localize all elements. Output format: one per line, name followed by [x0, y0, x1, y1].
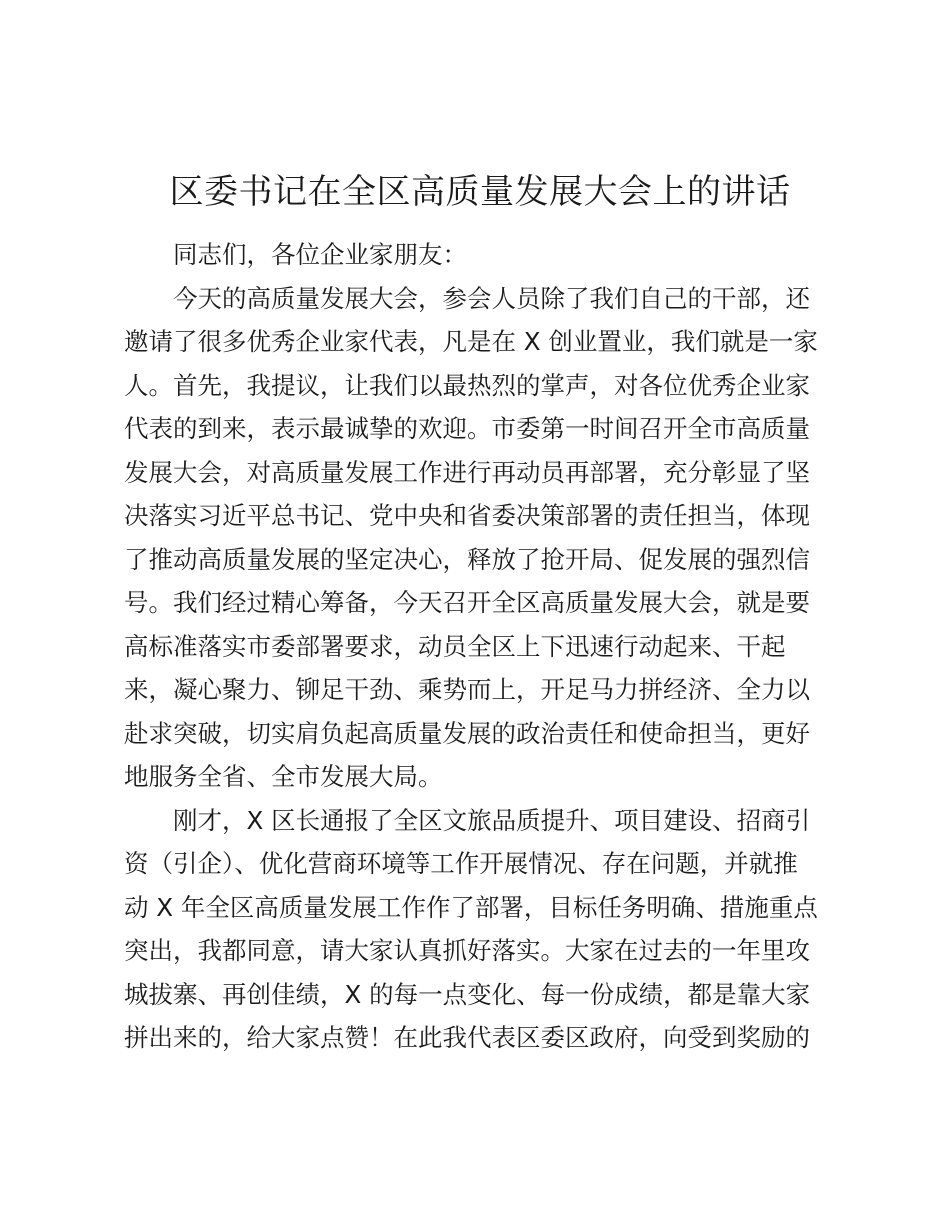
text-line: 代表的到来，表示最诚挚的欢迎。市委第一时间召开全市高质量	[124, 414, 810, 443]
text-line: 高标准落实市委部署要求，动员全区上下迅速行动起来、干起	[124, 631, 786, 661]
document-title: 区委书记在全区高质量发展大会上的讲话	[169, 172, 791, 212]
text-line: 动 X 年全区高质量发展工作作了部署，目标任务明确、措施重点	[124, 892, 818, 922]
text-line: 邀请了很多优秀企业家代表，凡是在 X 创业置业，我们就是一家	[124, 327, 818, 356]
text-line: 地服务全省、全市发展大局。	[124, 762, 443, 791]
text-line: 刚才，X 区长通报了全区文旅品质提升、项目建设、招商引	[173, 805, 811, 835]
text-line: 来，凝心聚力、铆足干劲、乘势而上，开足马力拼经济、全力以	[124, 675, 810, 704]
text-line: 发展大会，对高质量发展工作进行再动员再部署，充分彰显了坚	[124, 457, 810, 487]
text-line: 人。首先，我提议，让我们以最热烈的掌声，对各位优秀企业家	[124, 370, 810, 400]
text-line: 资（引企）、优化营商环境等工作开展情况、存在问题，并就推	[124, 849, 798, 878]
text-line: 了推动高质量发展的坚定决心，释放了抢开局、促发展的强烈信	[124, 544, 810, 574]
text-line: 今天的高质量发展大会，参会人员除了我们自己的干部，还	[173, 283, 810, 313]
text-line: 拼出来的，给大家点赞！在此我代表区委区政府，向受到奖励的	[124, 1023, 810, 1052]
paragraph-opening	[124, 277, 824, 799]
paragraph-report	[124, 799, 824, 1060]
text-line: 决落实习近平总书记、党中央和省委决策部署的责任担当，体现	[124, 501, 810, 530]
text-line: 同志们，各位企业家朋友：	[173, 240, 467, 269]
document-body	[124, 233, 824, 1060]
paragraph-salutation	[124, 233, 824, 277]
text-line: 城拔寨、再创佳绩，X 的每一点变化、每一份成绩，都是靠大家	[124, 979, 811, 1009]
text-line: 号。我们经过精心筹备，今天召开全区高质量发展大会，就是要	[124, 588, 810, 617]
text-line: 赴求突破，切实肩负起高质量发展的政治责任和使命担当，更好	[124, 718, 810, 748]
text-line: 突出，我都同意，请大家认真抓好落实。大家在过去的一年里攻	[124, 936, 810, 965]
